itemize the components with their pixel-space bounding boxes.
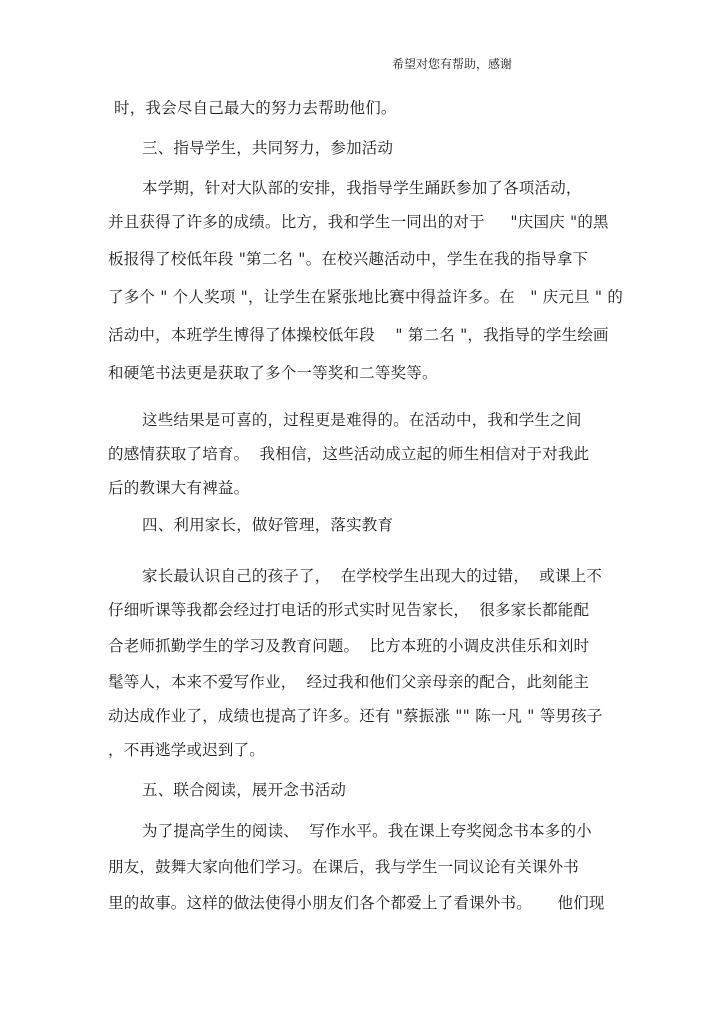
text-line: 后的教课大有裨益。 [108,479,250,497]
section-heading: 四、利用家长，做好管理，落实教育 [142,516,394,534]
text-line: 和硬笔书法更是获取了多个一等奖和二等奖等。 [108,364,438,382]
text-line: 朋友，鼓舞大家向他们学习。在课后，我与学生一同议论有关课外书 [108,858,580,876]
text-line: 板报得了校低年段 "第二名 "。在校兴趣活动中，学生在我的指导拿下 [108,250,589,268]
text-line: 髦等人，本来不爱写作业， 经过我和他们父亲母亲的配合，此刻能主 [108,673,590,691]
text-line: 为了提高学生的阅读、 写作水平。我在课上夸奖阅念书本多的小 [142,822,592,840]
text-line: 时，我会尽自己最大的努力去帮助他们。 [114,99,397,117]
text-line: ，不再逃学或迟到了。 [108,741,266,759]
text-line: 了多个 " 个人奖项 "，让学生在紧张地比赛中得益许多。在 " 庆元旦 " 的 [108,288,624,306]
text-line: 的感情获取了培育。 我相信，这些活动成立起的师生相信对于对我此 [108,445,590,463]
text-line: 合老师抓勤学生的学习及教育问题。 比方本班的小调皮洪佳乐和刘时 [108,637,590,655]
text-line: 仔细听课等我都会经过打电话的形式实时见告家长， 很多家长都能配 [108,601,590,619]
section-heading: 五、联合阅读，展开念书活动 [142,781,347,799]
text-line: 并且获得了许多的成绩。比方，我和学生一同出的对于 "庆国庆 "的黑 [108,213,609,231]
text-line: 里的故事。这样的做法使得小朋友们各个都爱上了看课外书。 他们现 [108,894,605,912]
section-heading: 三、指导学生，共同努力，参加活动 [142,139,394,157]
text-line: 动达成作业了，成绩也提高了许多。还有 "蔡振涨 "" 陈一凡 " 等男孩子 [108,707,603,725]
text-line: 本学期，针对大队部的安排，我指导学生踊跃参加了各项活动， [142,179,582,197]
text-line: 活动中，本班学生博得了体操校低年段 " 第二名 "，我指导的学生绘画 [108,326,609,344]
text-line: 这些结果是可喜的，过程更是难得的。在活动中，我和学生之间 [142,411,582,429]
header-note: 希望对您有帮助，感谢 [392,57,513,71]
text-line: 家长最认识自己的孩子了， 在学校学生出现大的过错， 或课上不 [142,567,603,585]
